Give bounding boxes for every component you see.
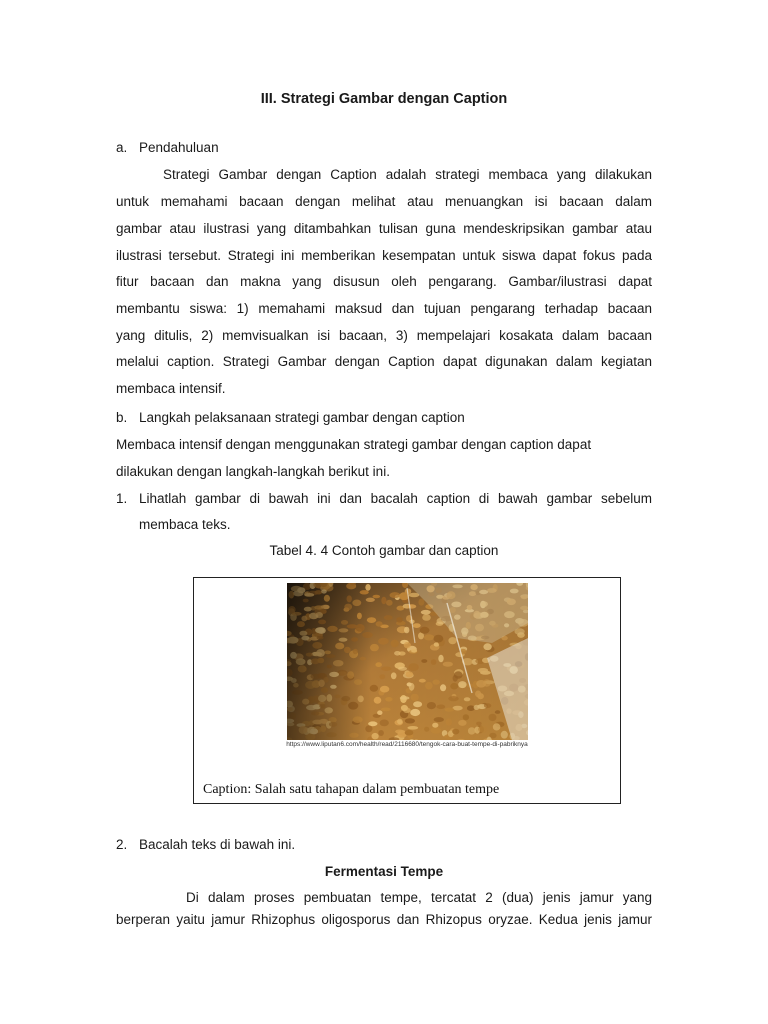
paragraph-line: dilakukan dengan langkah-langkah berikut ini. xyxy=(116,464,390,479)
page-title: III. Strategi Gambar dengan Caption xyxy=(260,91,508,107)
paragraph-line: yang ditulis, 2) memvisualkan isi bacaan, 3) mempelajari kosakata dalam bacaan xyxy=(116,328,652,343)
paragraph-line: Strategi Gambar dengan Caption adalah strategi membaca yang dilakukan xyxy=(163,167,652,182)
paragraph-line: untuk memahami bacaan dengan melihat atau menuangkan isi bacaan dalam xyxy=(116,194,652,209)
tempe-photo xyxy=(287,583,528,740)
figure-box xyxy=(193,577,621,804)
section-a-marker: a. xyxy=(116,140,128,155)
reading-line: Di dalam proses pembuatan tempe, tercatat 2 (dua) jenis jamur yang xyxy=(186,890,652,905)
figure-caption: Caption: Salah satu tahapan dalam pembuatan tempe xyxy=(203,782,500,797)
step-1-line: Lihatlah gambar di bawah ini dan bacalah caption di bawah gambar sebelum xyxy=(139,491,652,506)
reading-line: berperan yaitu jamur Rhizophus oligosporus dan Rhizopus oryzae. Kedua jenis jamur xyxy=(116,912,652,927)
section-b-marker: b. xyxy=(116,410,128,425)
step-1-line: membaca teks. xyxy=(139,517,231,532)
step-2-marker: 2. xyxy=(116,837,128,852)
step-2-text: Bacalah teks di bawah ini. xyxy=(139,837,296,852)
paragraph-line: fitur bacaan dan makna yang disusun oleh pengarang. Gambar/ilustrasi dapat xyxy=(116,274,652,289)
paragraph-line: membantu siswa: 1) memahami maksud dan tujuan pengarang terhadap bacaan xyxy=(116,301,652,316)
table-title: Tabel 4. 4 Contoh gambar dan caption xyxy=(269,543,499,558)
image-source-url: https://www.liputan6.com/health/read/2116680/tengok-cara-buat-tempe-di-pabriknya xyxy=(286,741,528,748)
section-b-heading: Langkah pelaksanaan strategi gambar dengan caption xyxy=(139,410,465,425)
paragraph-line: membaca intensif. xyxy=(116,381,226,396)
paragraph-line: melalui caption. Strategi Gambar dengan Caption dapat digunakan dalam kegiatan xyxy=(116,354,652,369)
paragraph-line: Membaca intensif dengan menggunakan strategi gambar dengan caption dapat xyxy=(116,437,592,452)
paragraph-line: gambar atau ilustrasi yang ditambahkan tulisan guna mendeskripsikan gambar atau xyxy=(116,221,652,236)
step-1-marker: 1. xyxy=(116,491,128,506)
paragraph-line: ilustrasi tersebut. Strategi ini memberikan kesempatan untuk siswa dapat fokus pada xyxy=(116,248,652,263)
reading-title: Fermentasi Tempe xyxy=(324,864,444,879)
section-a-heading: Pendahuluan xyxy=(139,140,219,155)
